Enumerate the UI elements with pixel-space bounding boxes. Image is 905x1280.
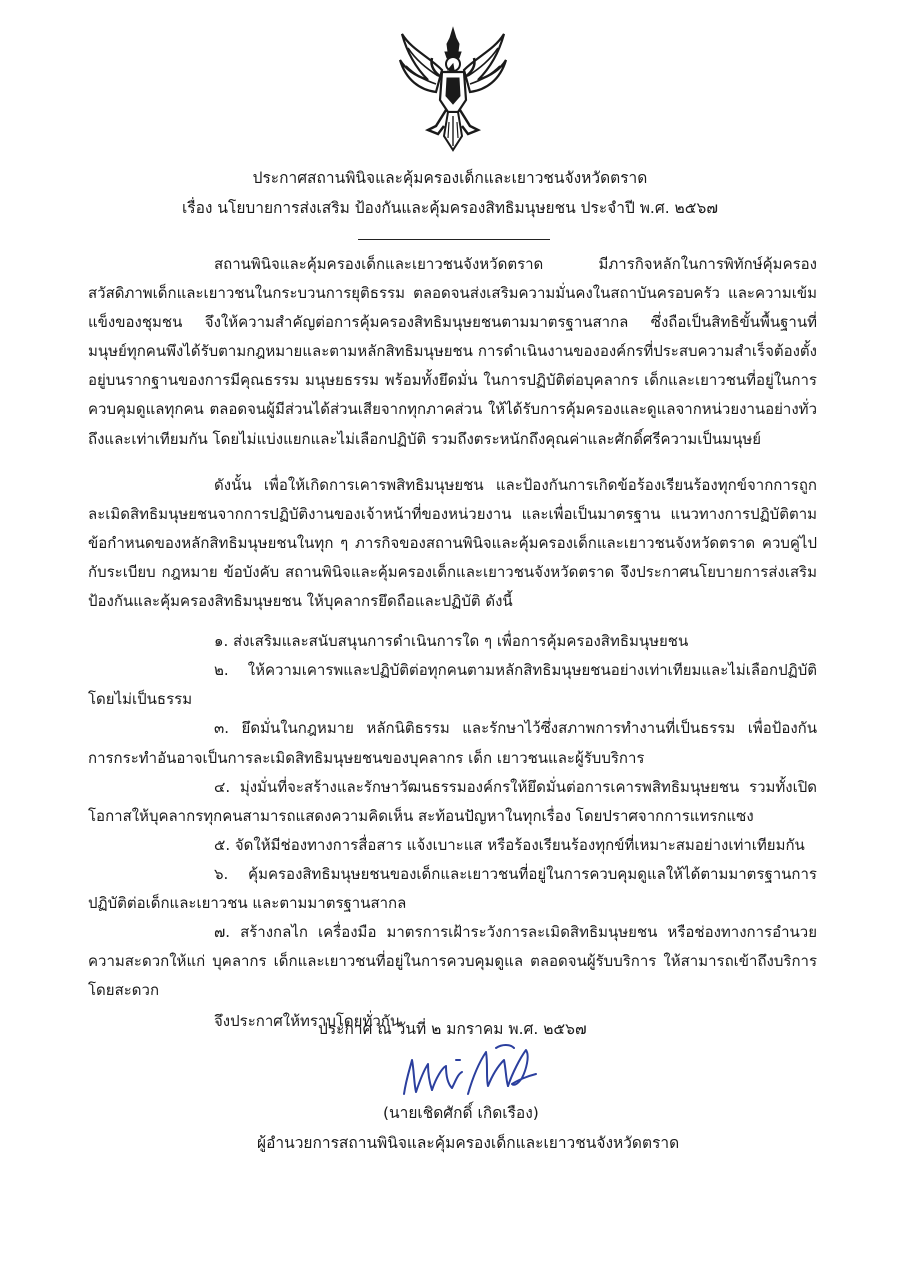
policy-preamble-paragraph: ดังนั้น เพื่อให้เกิดการเคารพสิทธิมนุษยชน และป้องกันการเกิดข้อร้องเรียนร้องทุกข์จากการถูกละเมิดสิทธิมนุษยชนจากการปฏิบัติงานของเจ้าหน้าที่ของหน่วยงาน และเพื่อเป็นมาตรฐาน แนวทางการปฏิบัติตามข้อกำหนดของหลักสิทธิมนุษยชนในทุก ๆ ภารกิจของสถานพินิจและคุ้มครองเด็กและเยาวชนจังหวัดตราด ควบคู่ไปกับระเบียบ กฎหมาย ข้อบังคับ สถานพินิจและคุ้มครองเด็กและเยาวชนจังหวัดตราด จึงประกาศนโยบายการส่งเสริม ป้องกันและคุ้มครองสิทธิมนุษยชน ให้บุคลากรยึดถือและปฏิบัติ ดังนี้ — [88, 475, 817, 611]
title-divider — [358, 239, 550, 240]
signature-icon — [396, 1040, 544, 1106]
announcement-body — [88, 250, 817, 1036]
closing-statement: จึงประกาศให้ทราบโดยทั่วกัน — [214, 1012, 401, 1031]
policy-item-1: ๑. ส่งเสริมและสนับสนุนการดำเนินการใด ๆ เพื่อการคุ้มครองสิทธิมนุษยชน — [214, 632, 689, 651]
policy-item-7: ๗. สร้างกลไก เครื่องมือ มาตรการเฝ้าระวังการละเมิดสิทธิมนุษยชน หรือช่องทางการอำนวยความสะดวกให้แก่ บุคลากร เด็กและเยาวชนที่อยู่ในการควบคุมดูแล ตลอดจนผู้รับบริการ ให้สามารถเข้าถึงบริการโดยสะดวก — [88, 923, 817, 1000]
policy-item-5: ๕. จัดให้มีช่องทางการสื่อสาร แจ้งเบาะแส หรือร้องเรียนร้องทุกข์ที่เหมาะสมอย่างเท่าเทียมกัน — [214, 835, 805, 854]
announcement-header — [100, 163, 800, 223]
policy-item-3: ๓. ยึดมั่นในกฎหมาย หลักนิติธรรม และรักษาไว้ซึ่งสภาพการทำงานที่เป็นธรรม เพื่อป้องกันการกระทำอันอาจเป็นการละเมิดสิทธิมนุษยชนของบุคลากร เด็ก เยาวชนและผู้รับบริการ — [88, 719, 817, 767]
policy-item-6: ๖. คุ้มครองสิทธิมนุษยชนของเด็กและเยาวชนที่อยู่ในการควบคุมดูแลให้ได้ตามมาตรฐานการปฏิบัติต่อเด็กและเยาวชน และตามมาตรฐานสากล — [88, 864, 817, 912]
signer-name: (นายเชิดศักดิ์ เกิดเรือง) — [383, 1104, 539, 1122]
intro-paragraph: สถานพินิจและคุ้มครองเด็กและเยาวชนจังหวัดตราด มีภารกิจหลักในการพิทักษ์คุ้มครองสวัสดิภาพเด็กและเยาวชนในกระบวนการยุติธรรม ตลอดจนส่งเสริมความมั่นคงในสถาบันครอบครัว และความเข้มแข็งของชุมชน จึงให้ความสำคัญต่อการคุ้มครองสิทธิมนุษยชนตามมาตรฐานสากล ซึ่งถือเป็นสิทธิขั้นพื้นฐานที่มนุษย์ทุกคนพึงได้รับตามกฎหมายและตามหลักสิทธิมนุษยชน การดำเนินงานขององค์กรที่ประสบความสำเร็จต้องตั้งอยู่บนรากฐานของการมีคุณธรรม มนุษยธรรม พร้อมทั้งยึดมั่น ในการปฏิบัติต่อบุคลากร เด็กและเยาวชนที่อยู่ในการควบคุมดูแลทุกคน ตลอดจนผู้มีส่วนได้ส่วนเสียจากทุกภาคส่วน ให้ได้รับการคุ้มครองและดูแลจากหน่วยงานอย่างทั่วถึงและเท่าเทียมกัน โดยไม่แบ่งแยกและไม่เลือกปฏิบัติ รวมถึงตระหนักถึงคุณค่าและศักดิ์ศรีความเป็นมนุษย์ — [88, 255, 817, 448]
policy-item-4: ๔. มุ่งมั่นที่จะสร้างและรักษาวัฒนธรรมองค์กรให้ยึดมั่นต่อการเคารพสิทธิมนุษยชน รวมทั้งเปิดโอกาสให้บุคลากรทุกคนสามารถแสดงความคิดเห็น สะท้อนปัญหาในทุกเรื่อง โดยปราศจากการแทรกแซง — [88, 777, 817, 825]
policy-item-2: ๒. ให้ความเคารพและปฏิบัติต่อทุกคนตามหลักสิทธิมนุษยชนอย่างเท่าเทียมและไม่เลือกปฏิบัติโดยไม่เป็นธรรม — [88, 661, 817, 709]
garuda-emblem-icon — [398, 26, 508, 152]
announcement-title: ประกาศสถานพินิจและคุ้มครองเด็กและเยาวชนจังหวัดตราด — [252, 169, 648, 187]
signer-title: ผู้อำนวยการสถานพินิจและคุ้มครองเด็กและเยาวชนจังหวัดตราด — [257, 1134, 680, 1152]
announcement-subject: เรื่อง นโยบายการส่งเสริม ป้องกันและคุ้มครองสิทธิมนุษยชน ประจำปี พ.ศ. ๒๕๖๗ — [181, 199, 718, 217]
announcement-date: ประกาศ ณ วันที่ ๒ มกราคม พ.ศ. ๒๕๖๗ — [318, 1020, 587, 1038]
